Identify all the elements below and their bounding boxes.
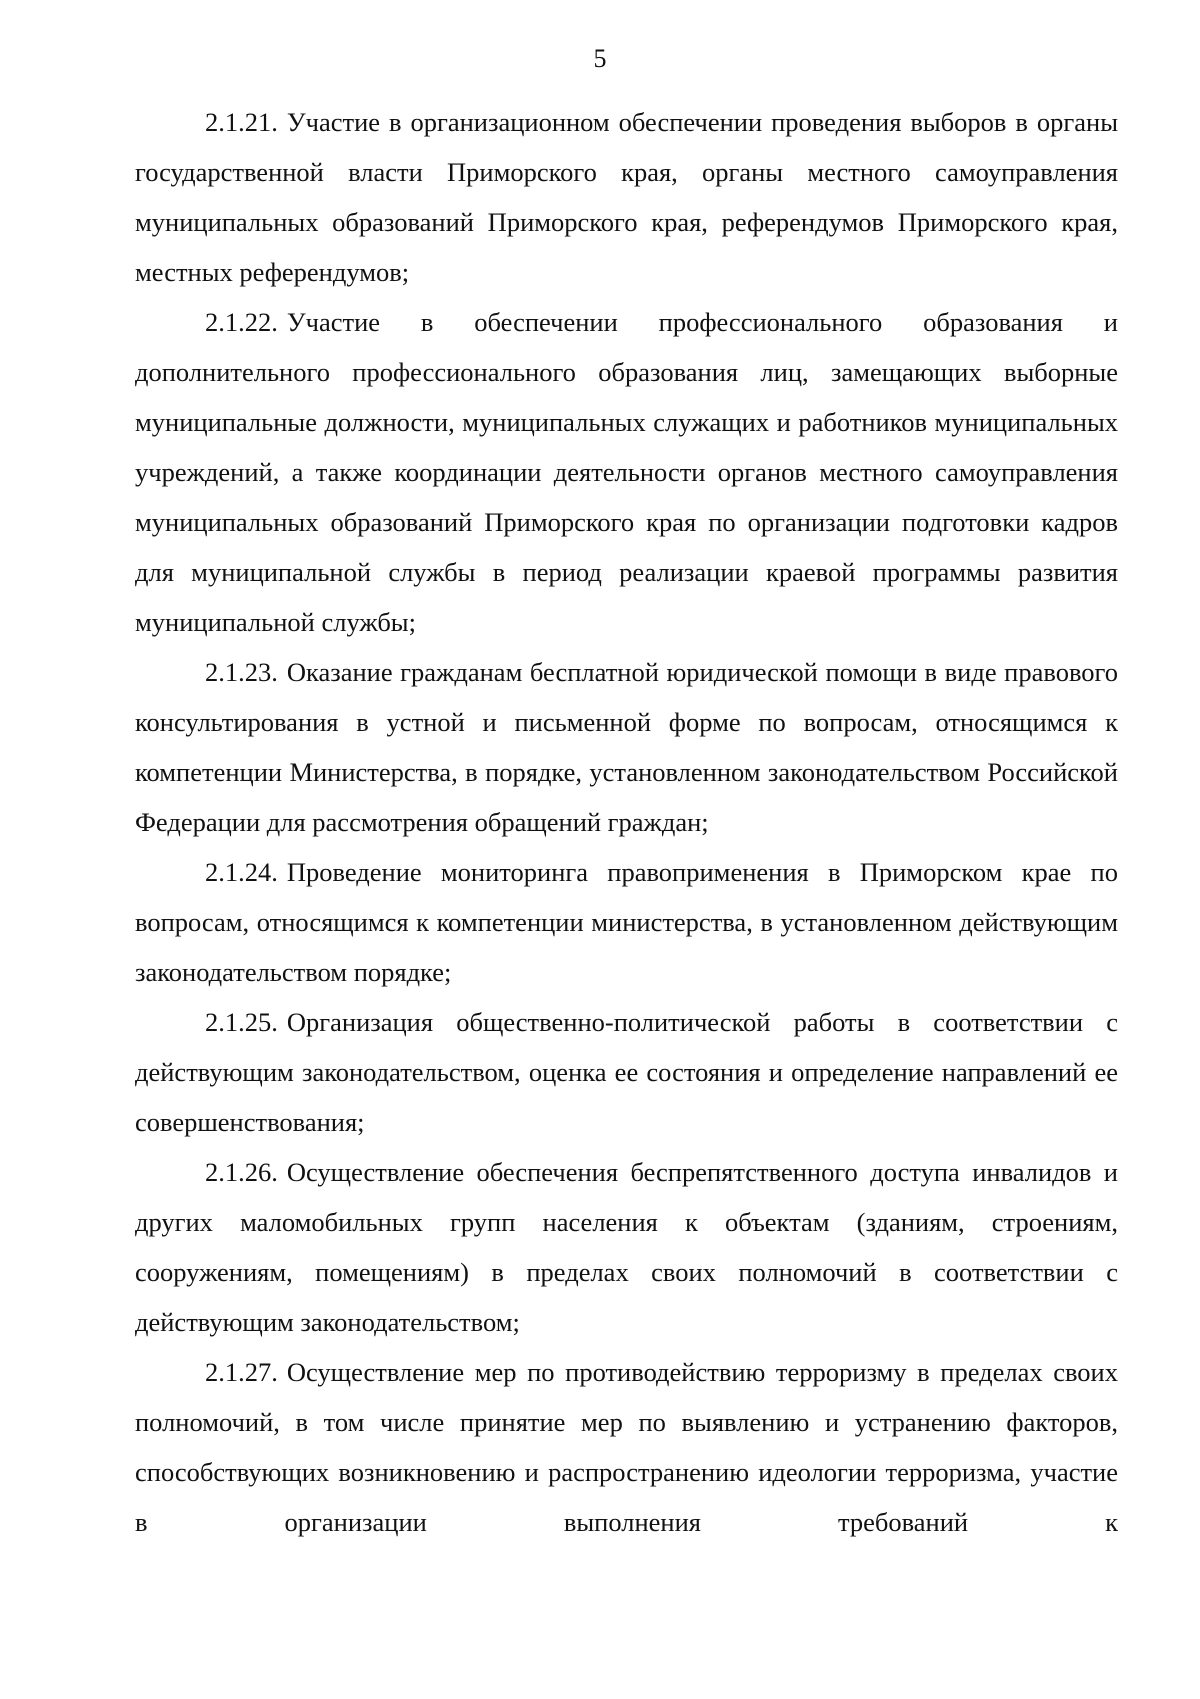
document-body	[135, 97, 1118, 1547]
clause-number: 2.1.24.	[205, 857, 278, 887]
clause-number: 2.1.26.	[205, 1157, 278, 1187]
clause-text: Осуществление обеспечения беспрепятственного доступа инвалидов и других маломобильных групп населения к объектам (зданиям, строениям, сооружениям, помещениям) в пределах своих полномочий в соответствии с действующим законодательством;	[135, 1157, 1118, 1337]
clause-2-1-24	[135, 847, 1118, 997]
clause-text: Организация общественно-политической работы в соответствии с действующим законодательством, оценка ее состояния и определение направлений ее совершенствования;	[135, 1007, 1118, 1137]
clause-number: 2.1.27.	[205, 1357, 278, 1387]
clause-2-1-25	[135, 997, 1118, 1147]
clause-2-1-26	[135, 1147, 1118, 1347]
clause-text: Проведение мониторинга правоприменения в Приморском крае по вопросам, относящимся к компетенции министерства, в установленном действующим законодательством порядке;	[135, 857, 1118, 987]
clause-text: Участие в обеспечении профессионального образования и дополнительного профессионального образования лиц, замещающих выборные муниципальные должности, муниципальных служащих и работников муниципальных учреждений, а также координации деятельности органов местного самоуправления муниципальных образований Приморского края по организации подготовки кадров для муниципальной службы в период реализации краевой программы развития муниципальной службы;	[135, 307, 1118, 637]
clause-2-1-21	[135, 97, 1118, 297]
clause-number: 2.1.25.	[205, 1007, 278, 1037]
clause-number: 2.1.23.	[205, 657, 278, 687]
clause-text: Осуществление мер по противодействию терроризму в пределах своих полномочий, в том числе принятие мер по выявлению и устранению факторов, способствующих возникновению и распространению идеологии терроризма, участие в организации выполнения требований к	[135, 1357, 1118, 1537]
clause-text: Участие в организационном обеспечении проведения выборов в органы государственной власти Приморского края, органы местного самоуправления муниципальных образований Приморского края, референдумов Приморского края, местных референдумов;	[135, 107, 1118, 287]
clause-text: Оказание гражданам бесплатной юридической помощи в виде правового консультирования в устной и письменной форме по вопросам, относящимся к компетенции Министерства, в порядке, установленном законодательством Российской Федерации для рассмотрения обращений граждан;	[135, 657, 1118, 837]
clause-number: 2.1.22.	[205, 307, 278, 337]
clause-2-1-22	[135, 297, 1118, 647]
clause-number: 2.1.21.	[205, 107, 278, 137]
clause-2-1-27	[135, 1347, 1118, 1547]
clause-2-1-23	[135, 647, 1118, 847]
page-number: 5	[593, 44, 607, 73]
